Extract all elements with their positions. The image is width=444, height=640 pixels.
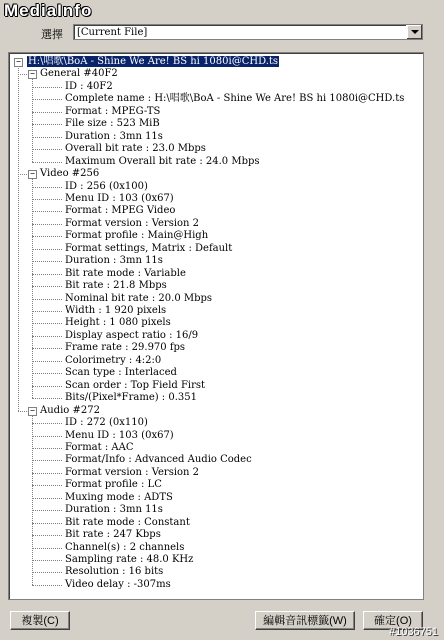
tree-item[interactable]: Resolution : 16 bits	[65, 566, 164, 578]
tree-connector	[32, 485, 62, 486]
tree-connector	[18, 174, 27, 175]
tree-root-text: H:\唱歌\BoA - Shine We Are! BS hi 1080i@CHD.ts	[28, 56, 279, 67]
tree-item[interactable]: Format profile : Main@High	[65, 230, 209, 242]
tree-connector	[32, 560, 62, 561]
tree-connector	[32, 386, 62, 387]
copy-button[interactable]: 複製(C)	[10, 611, 70, 630]
tree-connector	[32, 473, 62, 474]
tree-connector	[32, 179, 33, 399]
tree-item[interactable]: Format/Info : Advanced Audio Codec	[65, 454, 252, 466]
tree-item[interactable]: Format : MPEG Video	[65, 205, 176, 217]
tree-connector	[32, 124, 62, 125]
tree-connector	[32, 336, 62, 337]
tree-item[interactable]: File size : 523 MiB	[65, 118, 160, 130]
tree-connector	[32, 510, 62, 511]
tree-item[interactable]: Overall bit rate : 23.0 Mbps	[65, 143, 206, 155]
tree-connector	[32, 112, 62, 113]
tree-item[interactable]: ID : 256 (0x100)	[65, 180, 148, 192]
edit-tags-button[interactable]: 編輯音訊標籤(W)	[255, 611, 355, 630]
tree-connector	[18, 66, 19, 411]
tree-item[interactable]: Format : MPEG-TS	[65, 105, 161, 117]
tree-item[interactable]: Bit rate mode : Variable	[65, 267, 186, 279]
tree-connector	[32, 274, 62, 275]
tree-connector	[32, 187, 62, 188]
tree-item[interactable]: Frame rate : 29.970 fps	[65, 342, 186, 354]
tree-root-label[interactable]	[27, 56, 279, 68]
tree-connector	[18, 411, 27, 412]
tree-connector	[32, 361, 62, 362]
tree-item[interactable]: Format version : Version 2	[65, 217, 200, 229]
tree-connector	[32, 415, 33, 585]
tree-item[interactable]: Format settings, Matrix : Default	[65, 242, 233, 254]
tree-connector	[32, 460, 62, 461]
tree-item[interactable]: Bit rate mode : Constant	[65, 516, 190, 528]
tree-connector	[32, 79, 33, 162]
tree-item[interactable]: Height : 1 080 pixels	[65, 317, 171, 329]
tree-item[interactable]: Nominal bit rate : 20.0 Mbps	[65, 292, 213, 304]
tree-section-2[interactable]: Audio #272	[40, 404, 100, 416]
collapse-toggle-icon[interactable]: −	[28, 170, 37, 179]
tree-connector	[32, 199, 62, 200]
tree-item[interactable]: Bits/(Pixel*Frame) : 0.351	[65, 392, 197, 404]
tree-item[interactable]: Channel(s) : 2 channels	[65, 541, 185, 553]
file-select-dropdown[interactable]	[73, 24, 423, 40]
tree-connector	[32, 436, 62, 437]
tree-connector	[32, 523, 62, 524]
info-tree[interactable]	[8, 52, 424, 600]
tree-connector	[32, 87, 62, 88]
tree-item[interactable]: Format : AAC	[65, 441, 134, 453]
tree-section-0[interactable]: General #40F2	[40, 68, 118, 80]
tree-connector	[32, 398, 62, 399]
tree-item[interactable]: Display aspect ratio : 16/9	[65, 329, 199, 341]
tree-connector	[32, 236, 62, 237]
tree-connector	[32, 373, 62, 374]
tree-item[interactable]: Bit rate : 21.8 Mbps	[65, 280, 167, 292]
tree-connector	[32, 448, 62, 449]
tree-connector	[32, 548, 62, 549]
tree-connector	[32, 261, 62, 262]
tree-item[interactable]: Menu ID : 103 (0x67)	[65, 192, 174, 204]
tree-item[interactable]: Duration : 3mn 11s	[65, 504, 163, 516]
dropdown-arrow-icon[interactable]	[406, 25, 422, 39]
tree-item[interactable]: Video delay : -307ms	[65, 578, 171, 590]
tree-item[interactable]: ID : 40F2	[65, 80, 113, 92]
collapse-toggle-icon[interactable]: −	[28, 407, 37, 416]
tree-item[interactable]: Format profile : LC	[65, 479, 162, 491]
tree-item[interactable]: Muxing mode : ADTS	[65, 491, 173, 503]
tree-connector	[32, 498, 62, 499]
tree-item[interactable]: Format version : Version 2	[65, 466, 200, 478]
tree-connector	[32, 137, 62, 138]
tree-item[interactable]: Scan type : Interlaced	[65, 367, 177, 379]
tree-connector	[32, 299, 62, 300]
tree-connector	[32, 323, 62, 324]
tree-connector	[18, 74, 27, 75]
tree-connector	[32, 162, 62, 163]
tree-connector	[32, 224, 62, 225]
app-logo: MediaInfo	[4, 1, 93, 20]
tree-item[interactable]: Bit rate : 247 Kbps	[65, 529, 161, 541]
tree-item[interactable]: Duration : 3mn 11s	[65, 130, 163, 142]
tree-connector	[32, 211, 62, 212]
collapse-toggle-icon[interactable]: −	[14, 58, 23, 67]
tree-item[interactable]: Duration : 3mn 11s	[65, 255, 163, 267]
ok-button[interactable]: 確定(O)	[363, 611, 423, 630]
tree-connector	[32, 585, 62, 586]
tree-connector	[32, 348, 62, 349]
tree-item[interactable]: ID : 272 (0x110)	[65, 417, 148, 429]
tree-section-1[interactable]: Video #256	[40, 168, 100, 180]
tree-item[interactable]: Colorimetry : 4:2:0	[65, 354, 162, 366]
tree-item[interactable]: Scan order : Top Field First	[65, 379, 206, 391]
tree-item[interactable]: Width : 1 920 pixels	[65, 305, 167, 316]
tree-connector	[32, 149, 62, 150]
select-value: [Current File]	[77, 27, 148, 38]
tree-connector	[32, 572, 62, 573]
tree-connector	[32, 423, 62, 424]
watermark: #1036751	[389, 626, 438, 638]
select-label: 選擇	[41, 29, 63, 41]
tree-connector	[32, 99, 62, 100]
tree-item[interactable]: Sampling rate : 48.0 KHz	[65, 554, 194, 565]
tree-connector	[32, 249, 62, 250]
collapse-toggle-icon[interactable]: −	[28, 70, 37, 79]
tree-item[interactable]: Maximum Overall bit rate : 24.0 Mbps	[65, 155, 260, 167]
tree-item[interactable]: Complete name : H:\唱歌\BoA - Shine We Are! BS hi 1080i@CHD.ts	[65, 93, 405, 105]
tree-connector	[32, 311, 62, 312]
tree-item[interactable]: Menu ID : 103 (0x67)	[65, 429, 174, 441]
tree-connector	[32, 535, 62, 536]
tree-connector	[32, 286, 62, 287]
